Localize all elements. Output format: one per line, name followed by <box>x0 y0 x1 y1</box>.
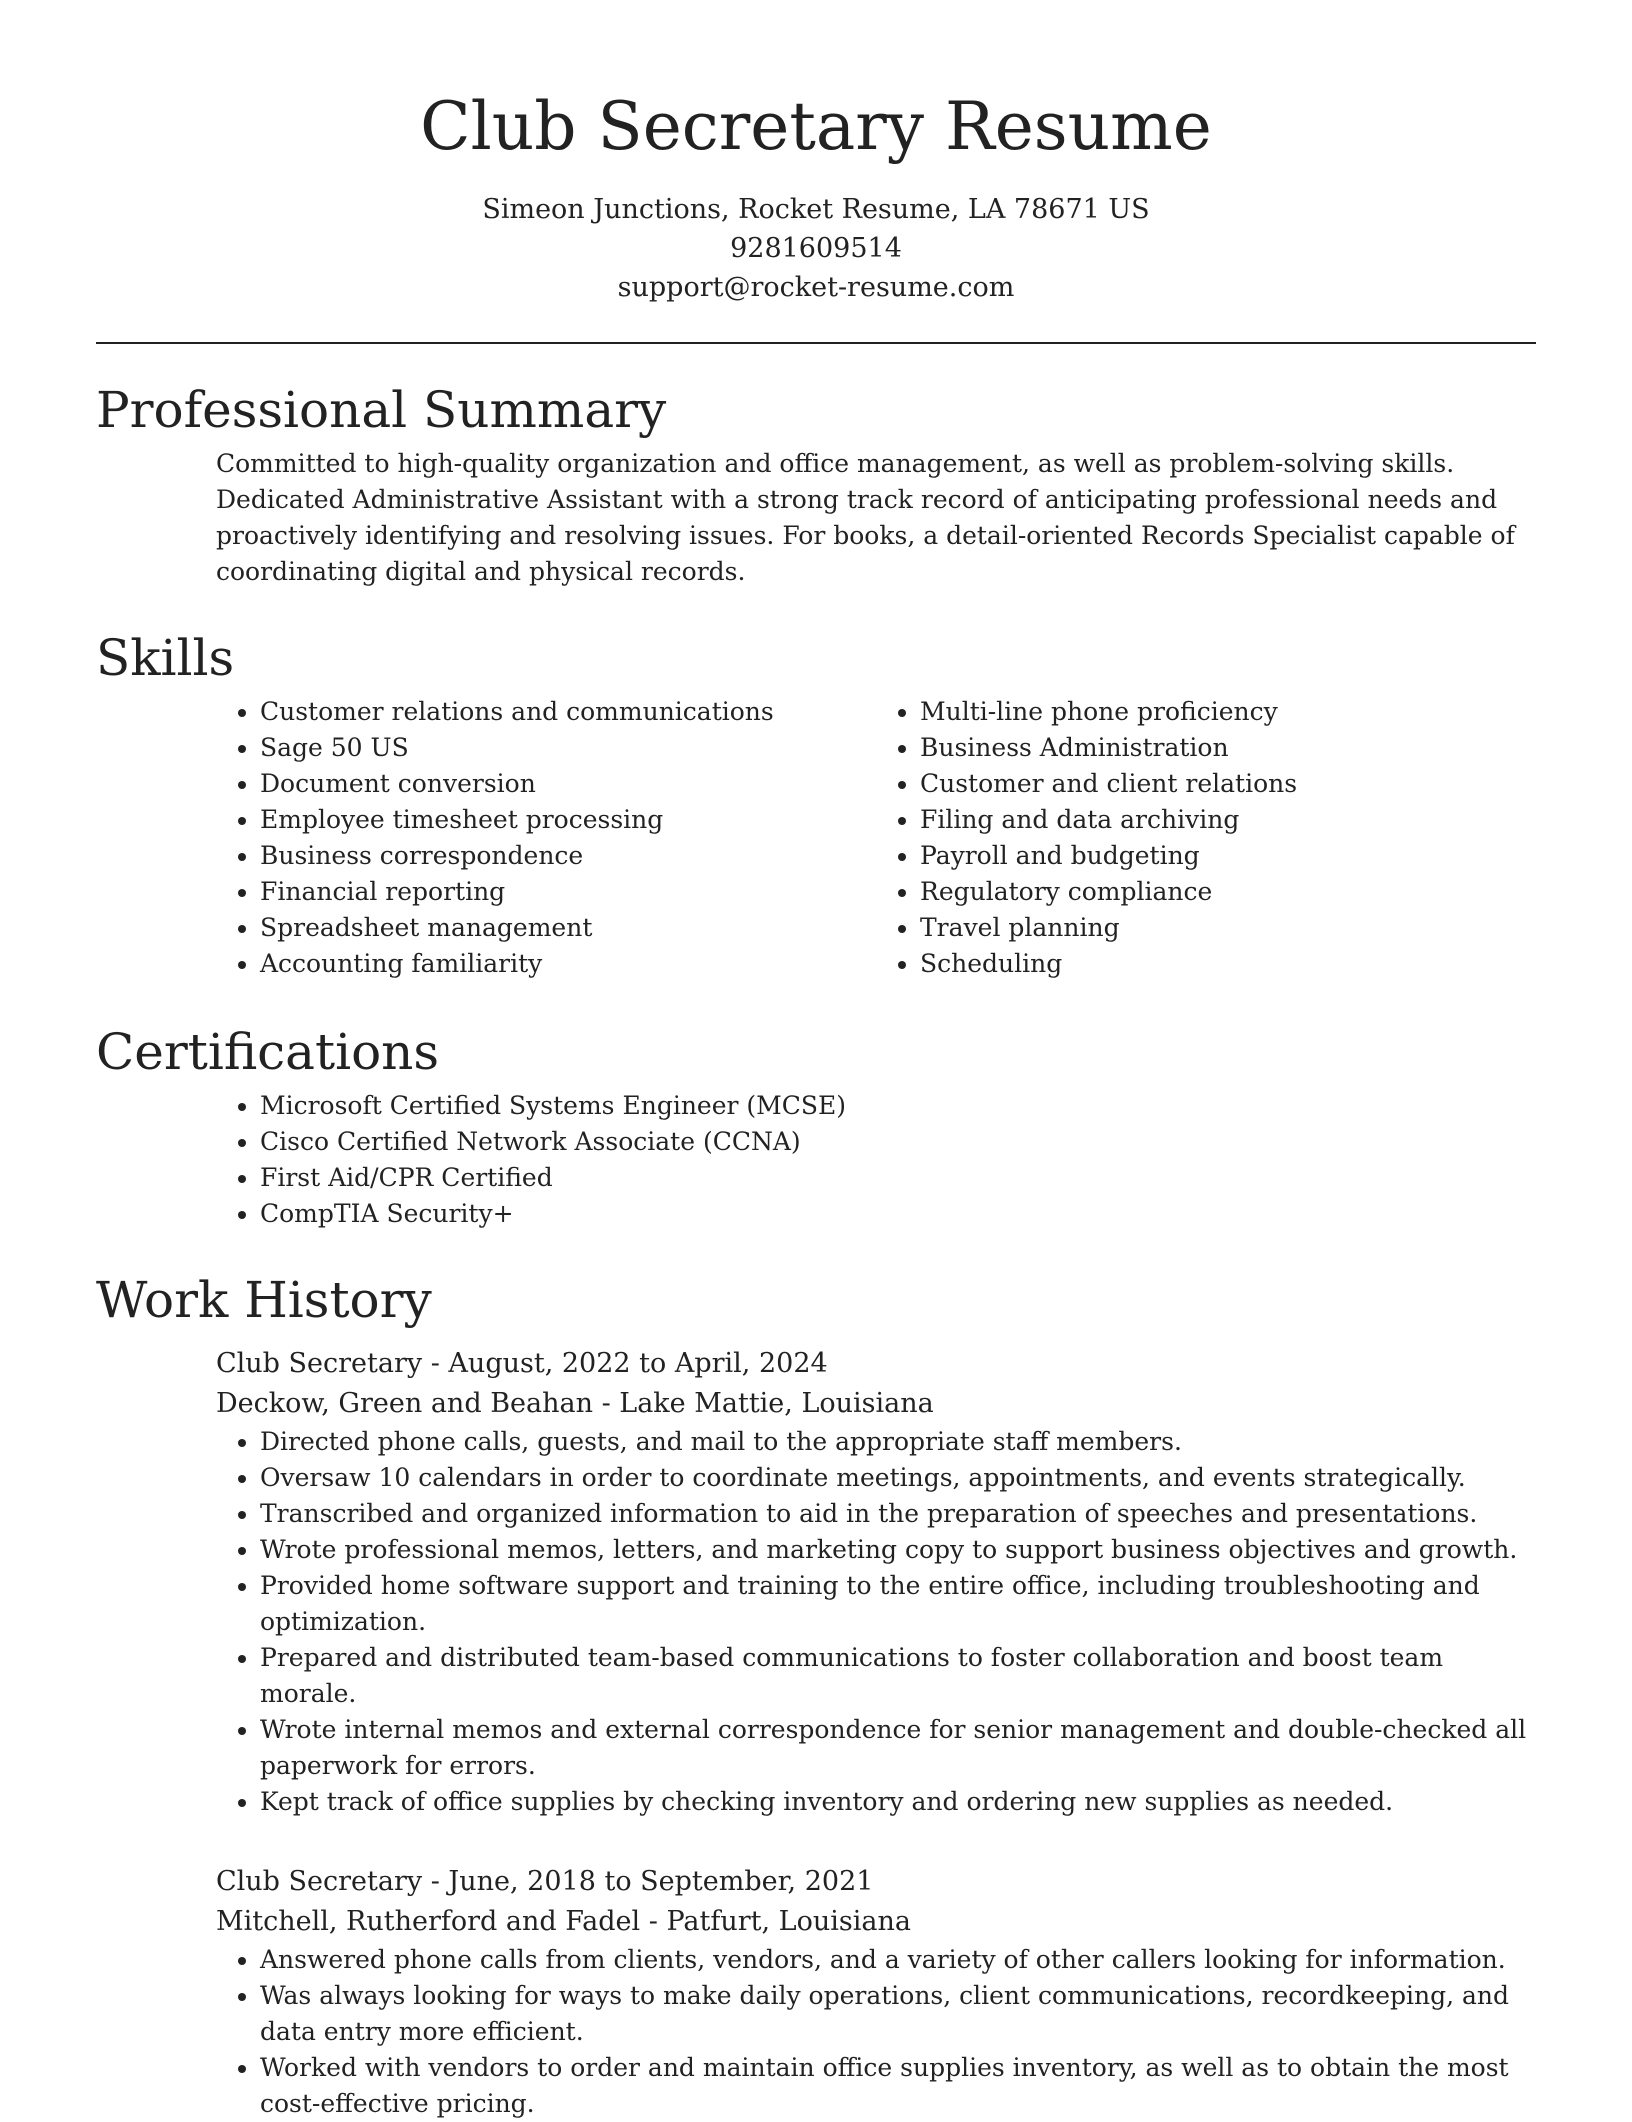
job-duties-list <box>216 1942 1536 2122</box>
skill-item: • Travel planning <box>920 910 1536 946</box>
skill-item: • Business Administration <box>920 730 1536 766</box>
resume-header <box>0 0 1632 307</box>
job-title-line: Club Secretary - June, 2018 to September, 2021 <box>216 1866 874 1897</box>
contact-block <box>0 190 1632 307</box>
skill-item: • Sage 50 US <box>260 730 876 766</box>
job-entry <box>216 1344 1536 1820</box>
skill-item: • Customer relations and communications <box>260 694 876 730</box>
skill-item: • Spreadsheet management <box>260 910 876 946</box>
summary-heading: Professional Summary <box>96 381 667 439</box>
job-duty-item: • Prepared and distributed team-based communications to foster collaboration and boost team morale. <box>260 1640 1536 1712</box>
skill-item: • Scheduling <box>920 946 1536 982</box>
summary-text: Committed to high-quality organization and office management, as well as problem-solving skills. Dedicated Administrative Assistant with a strong track record of anticipating professional needs and proactively identifying and resolving issues. For books, a detail-oriented Records Specialist capable of coordinating digital and physical records. <box>216 449 1515 586</box>
work-history-heading: Work History <box>96 1271 432 1329</box>
certification-item: • Cisco Certified Network Associate (CCNA) <box>260 1124 1536 1160</box>
job-duty-item: • Wrote professional memos, letters, and marketing copy to support business objectives and growth. <box>260 1532 1536 1568</box>
certification-item: • Microsoft Certified Systems Engineer (MCSE) <box>260 1088 1536 1124</box>
job-duty-item: • Worked with vendors to order and maintain office supplies inventory, as well as to obtain the most cost-effective pricing. <box>260 2050 1536 2122</box>
job-duty-item: • Oversaw 10 calendars in order to coordinate meetings, appointments, and events strategically. <box>260 1460 1536 1496</box>
job-duty-item: • Wrote internal memos and external correspondence for senior management and double-checked all paperwork for errors. <box>260 1712 1536 1784</box>
work-history-section <box>96 1270 1536 2122</box>
certification-item: • CompTIA Security+ <box>260 1196 1536 1232</box>
certifications-list <box>216 1088 1536 1232</box>
job-title-line: Club Secretary - August, 2022 to April, 2024 <box>216 1348 828 1379</box>
job-company-line: Mitchell, Rutherford and Fadel - Patfurt, Louisiana <box>216 1906 911 1937</box>
skill-item: • Filing and data archiving <box>920 802 1536 838</box>
job-duty-item: • Kept track of office supplies by checking inventory and ordering new supplies as needed. <box>260 1784 1536 1820</box>
skill-item: • Multi-line phone proficiency <box>920 694 1536 730</box>
skill-item: • Payroll and budgeting <box>920 838 1536 874</box>
job-duties-list <box>216 1424 1536 1820</box>
job-duty-item: • Provided home software support and training to the entire office, including troubleshooting and optimization. <box>260 1568 1536 1640</box>
skill-item: • Document conversion <box>260 766 876 802</box>
resume-title: Club Secretary Resume <box>420 88 1212 165</box>
skill-item: • Customer and client relations <box>920 766 1536 802</box>
skill-item: • Accounting familiarity <box>260 946 876 982</box>
header-divider <box>96 342 1536 344</box>
certifications-heading: Certifications <box>96 1023 440 1081</box>
certification-item: • First Aid/CPR Certified <box>260 1160 1536 1196</box>
skills-list-right <box>876 694 1536 982</box>
contact-email: support@rocket-resume.com <box>617 272 1015 303</box>
skills-columns <box>216 694 1536 982</box>
certifications-section <box>96 1022 1536 1232</box>
certifications-body <box>216 1088 1536 1232</box>
job-duty-item: • Transcribed and organized information to aid in the preparation of speeches and presentations. <box>260 1496 1536 1532</box>
job-entry <box>216 1862 1536 2122</box>
skills-section <box>96 628 1536 982</box>
skill-item: • Business correspondence <box>260 838 876 874</box>
summary-section <box>96 380 1536 590</box>
contact-address: Simeon Junctions, Rocket Resume, LA 78671 US <box>482 194 1150 225</box>
work-history-body <box>216 1344 1536 2122</box>
job-duty-item: • Directed phone calls, guests, and mail to the appropriate staff members. <box>260 1424 1536 1460</box>
skill-item: • Regulatory compliance <box>920 874 1536 910</box>
job-company-line: Deckow, Green and Beahan - Lake Mattie, Louisiana <box>216 1388 934 1419</box>
skills-heading: Skills <box>96 629 235 687</box>
skill-item: • Employee timesheet processing <box>260 802 876 838</box>
skills-list-left <box>216 694 876 982</box>
job-duty-item: • Answered phone calls from clients, vendors, and a variety of other callers looking for information. <box>260 1942 1536 1978</box>
skill-item: • Financial reporting <box>260 874 876 910</box>
contact-phone: 9281609514 <box>730 233 902 264</box>
job-duty-item: • Was always looking for ways to make daily operations, client communications, recordkeeping, and data entry more efficient. <box>260 1978 1536 2050</box>
